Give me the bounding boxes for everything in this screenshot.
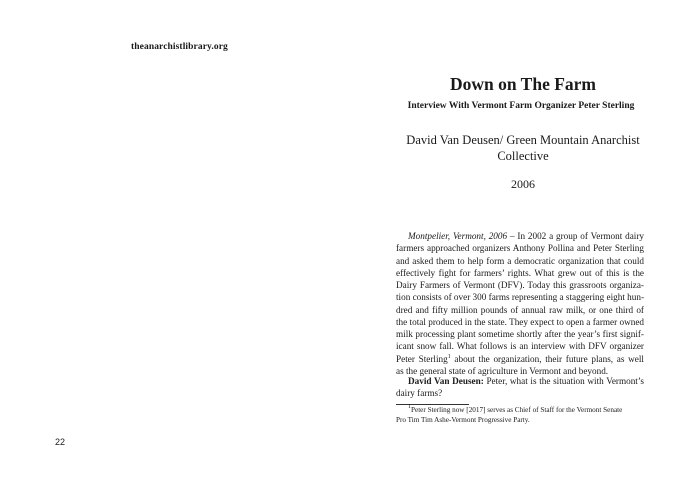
article-subtitle: Interview With Vermont Farm Organizer Peter Sterling [407, 101, 635, 111]
page-number: 22 [55, 437, 66, 447]
body-line: effectively fight for farmers’ rights. What grew out of this is the [396, 267, 644, 278]
body-line: as the general state of agriculture in Vermont and beyond. [396, 365, 609, 376]
speaker-name: David Van Deusen: [408, 376, 484, 386]
body-line: dairy farms? [396, 388, 443, 399]
site-header: theanarchistlibrary.org [131, 42, 228, 52]
article-title: Down on The Farm [449, 74, 596, 94]
footnote-line: Pro Tim Tim Ashe-Vermont Progressive Party. [396, 415, 530, 424]
article-date: 2006 [511, 177, 535, 191]
body-line: and asked them to help form a democratic organization that could [396, 255, 644, 266]
body-line: Dairy Farmers of Vermont (DFV). Today this grassroots organiza- [396, 280, 644, 290]
body-line: David Van Deusen: Peter, what is the situation with Vermont’s [408, 376, 644, 386]
body-line: Peter Sterling$^1$ about the organization, their future plans, as well [396, 353, 644, 364]
question-paragraph [396, 375, 644, 400]
body-line: dred and fifty million pounds of annual raw milk, or one third of [396, 304, 644, 315]
author-line-1: David Van Deusen/ Green Mountain Anarchist [406, 133, 640, 147]
left-page [0, 0, 349, 496]
dateline: Montpelier, Vermont, 2006 [408, 231, 508, 241]
body-line: milk processing plant sometime shortly after the year’s first signif- [396, 329, 644, 339]
article-author [390, 132, 656, 164]
footnote [396, 406, 644, 426]
footnote-divider [396, 404, 469, 405]
body-line: icant snow fall. What follows is an interview with DFV organizer [396, 341, 644, 352]
footnote-marker: 1 [408, 404, 411, 410]
intro-paragraph [396, 230, 644, 377]
footnote-line: $^1$Peter Sterling now [2017] serves as Chief of Staff for the Vermont Senate [408, 404, 623, 414]
footnote-reference[interactable]: 1 [447, 353, 451, 360]
body-line: the total produced in the state. They expect to open a farmer owned [396, 316, 644, 327]
body-line: Montpelier, Vermont, 2006 – In 2002 a group of Vermont dairy [408, 231, 644, 241]
body-line: tion consists of over 300 farms representing a staggering eight hun- [396, 292, 645, 303]
body-line: farmers approached organizers Anthony Pollina and Peter Sterling [396, 243, 644, 254]
author-line-2: Collective [497, 149, 549, 163]
right-page [350, 0, 699, 496]
